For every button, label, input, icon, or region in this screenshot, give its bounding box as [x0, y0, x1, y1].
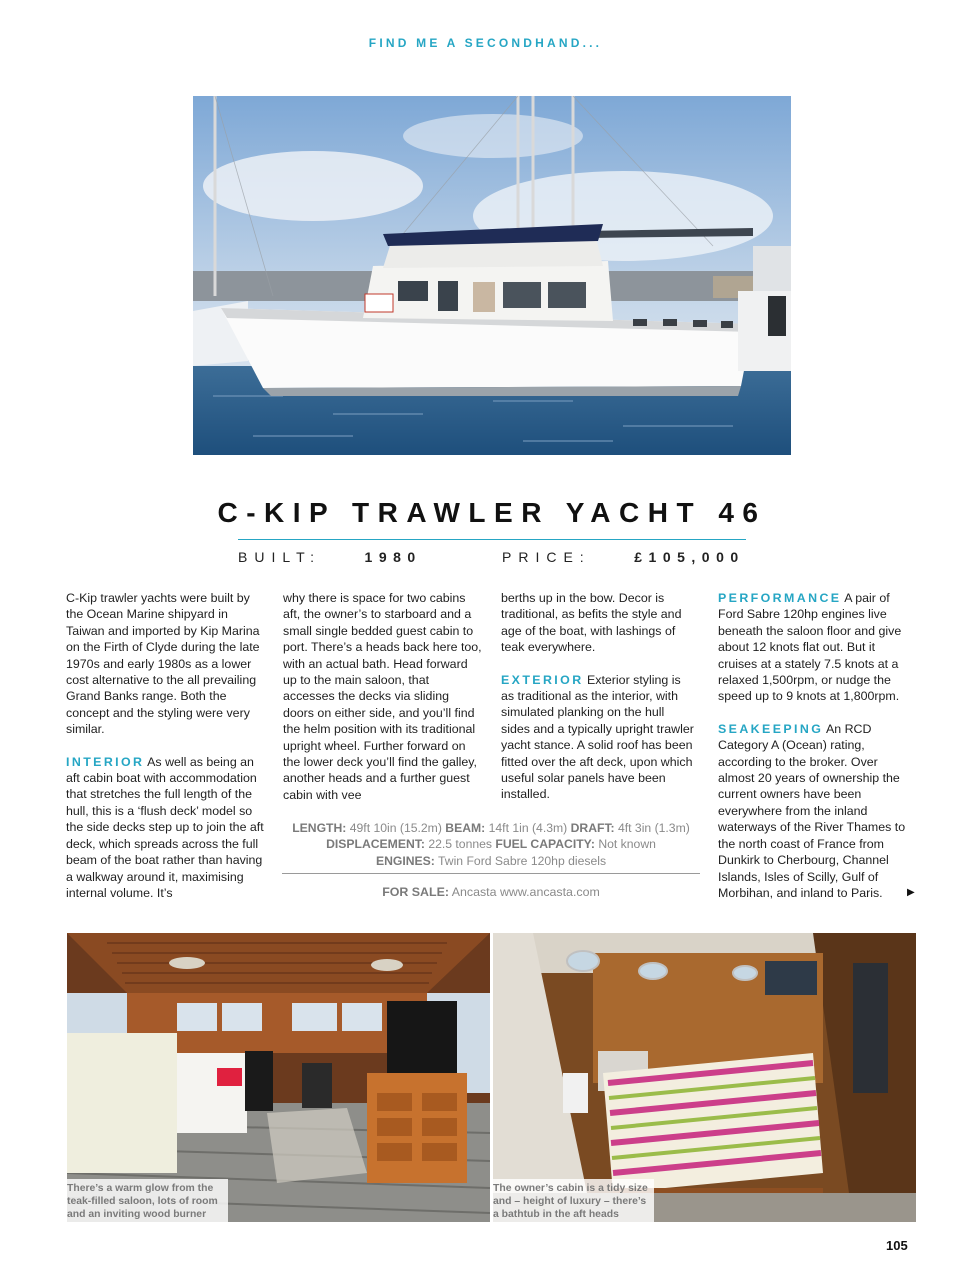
exterior-paragraph: [501, 672, 696, 803]
price-label: PRICE:: [502, 549, 591, 565]
seakeeping-heading: SEAKEEPING: [718, 721, 824, 736]
spec-divider: [282, 873, 700, 874]
column-2-paragraph: why there is space for two cabins aft, the owner’s to starboard and a small single bedded guest cabin to port. There’s a heads back here too, with an actual bath. Head forward up to the main saloon, that accesses the decks via sliding doors on either side, and you’ll find the helm position with its traditional upright wheel. Further forward on the lower deck you’ll find the galley, another heads and a further guest cabin with vee: [283, 591, 482, 802]
performance-heading: PERFORMANCE: [718, 591, 842, 605]
beam-value: 14ft 1in (4.3m): [488, 821, 568, 835]
performance-text: A pair of Ford Sabre 120hp engines live beneath the saloon floor and give about 12 knots flat out. But it cruises at a stately 7.5 knots at a relaxed 1,500rpm, or nudge the speed up to 9 knots at 1,800rpm.: [718, 591, 902, 704]
draft-value: 4ft 3in (1.3m): [617, 821, 690, 835]
seakeeping-paragraph: [718, 721, 913, 901]
performance-paragraph: [718, 590, 913, 705]
for-sale-label: FOR SALE:: [382, 885, 449, 899]
fuel-label: FUEL CAPACITY:: [495, 837, 595, 852]
for-sale-line: [282, 885, 700, 899]
beam-label: BEAM:: [445, 821, 486, 835]
text-column-2: [283, 590, 483, 803]
cabin-photo: [493, 933, 916, 1222]
title-divider: [238, 539, 746, 540]
column-3-paragraph: berths up in the bow. Decor is traditional, as befits the style and age of the boat, with lashings of teak everywhere.: [501, 591, 682, 655]
for-sale-value: Ancasta www.ancasta.com: [451, 885, 600, 899]
saloon-caption: There’s a warm glow from the teak-filled saloon, lots of room and an inviting wood burner: [67, 1179, 228, 1222]
built-value: 1980: [364, 549, 422, 565]
seakeeping-text: An RCD Category A (Ocean) rating, according to the broker. Over almost 20 years of ownership the current owners have been everywhere from the inland waterways of the River Thames to the north coast of France from Dunkirk to Cherbourg, Channel Islands, Isles of Scilly, Gulf of Morbihan, and inland to Paris.: [718, 721, 906, 900]
exterior-heading: EXTERIOR: [501, 672, 584, 687]
displacement-label: DISPLACEMENT:: [326, 837, 425, 852]
length-label: LENGTH:: [292, 821, 347, 835]
cabin-caption: The owner’s cabin is a tidy size and – height of luxury – there’s a bathtub in the aft heads: [493, 1179, 654, 1222]
triangle-right-icon: ▶: [907, 887, 915, 898]
saloon-photo: [67, 933, 490, 1222]
draft-label: DRAFT:: [570, 821, 615, 835]
text-column-3: [501, 590, 696, 803]
engines-value: Twin Ford Sabre 120hp diesels: [438, 853, 607, 868]
built-label: BUILT:: [238, 549, 321, 565]
price-meta: [502, 549, 745, 565]
article-title: C-KIP TRAWLER YACHT 46: [217, 497, 767, 528]
interior-heading: INTERIOR: [66, 754, 145, 769]
page-number: 105: [886, 1238, 908, 1253]
interior-text: As well as being an aft cabin boat with accommodation that stretches the full length of the hull, this is a ‘flush deck’ model so the side decks step up to join the aft deck, which spreads across the full beam of the boat rather than having a walkway around it, maximising internal volume. It’s: [66, 754, 264, 900]
text-column-1: [66, 590, 267, 901]
spec-box: [282, 820, 700, 869]
intro-paragraph: C-Kip trawler yachts were built by the Ocean Marine shipyard in Taiwan and imported by Kip Marina on the Firth of Clyde during the late 1970s and early 1980s as a lower cost alternative to the all prevailing Grand Banks range. Both the concept and the styling were very similar.: [66, 591, 260, 737]
section-kicker: FIND ME A SECONDHAND...: [368, 36, 603, 50]
length-value: 49ft 10in (15.2m): [349, 821, 442, 835]
fuel-value: Not known: [598, 837, 656, 852]
interior-paragraph: [66, 754, 267, 902]
displacement-value: 22.5 tonnes: [428, 837, 493, 852]
price-value: £105,000: [634, 549, 745, 565]
exterior-text: Exterior styling is as traditional as the interior, with simulated planking on the hull sides and a typically upright trawler yacht stance. A solid roof has been fitted over the aft deck, upon which useful solar panels have been installed.: [501, 672, 694, 802]
text-column-4: [718, 590, 913, 901]
engines-label: ENGINES:: [375, 853, 435, 868]
built-meta: [238, 549, 422, 565]
hero-photo-yacht: [193, 96, 791, 455]
